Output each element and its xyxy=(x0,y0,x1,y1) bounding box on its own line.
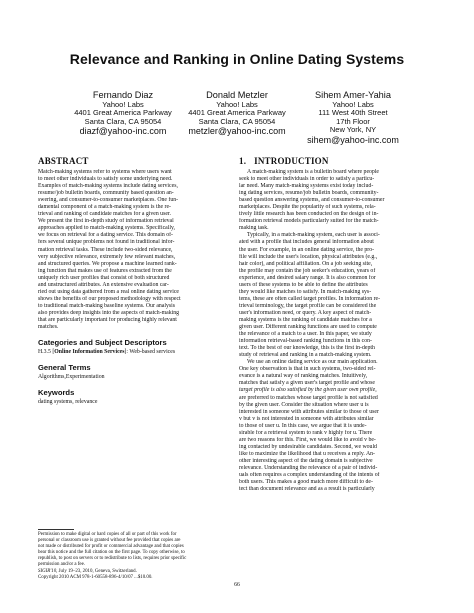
intro-line: are preferred to matches whose target profile is not satisfied xyxy=(239,394,378,401)
intro-line: Typically, in a match-making system, each user is associ- xyxy=(247,232,380,239)
abstract-line: also provides deep insights into the aspects of match-making xyxy=(38,309,180,316)
abstract-line: very subjective relevance, extremely few relevant matches, xyxy=(38,253,176,260)
conference-name: SIGIR'10, xyxy=(38,568,58,574)
footnote-rule xyxy=(38,529,74,530)
author-affiliation: Yahoo! Labs xyxy=(216,99,258,109)
intro-line: uals often requires a complex understanding of the intents of xyxy=(239,472,380,479)
author-address-line: 4401 Great America Parkway xyxy=(74,108,172,118)
footnote-line: permission and/or a fee. xyxy=(38,562,85,568)
abstract-line: damental component of a match-making system is the re- xyxy=(38,204,171,211)
author-name: Donald Metzler xyxy=(206,90,268,100)
categories-rest: ]: Web-based services xyxy=(124,349,176,356)
abstract-line: shows the benefits of our proposed methodology with respect xyxy=(38,295,181,302)
intro-line: are two reasons for this. First, we would like to avoid v be- xyxy=(239,436,376,443)
abstract-line: approaches applied to match-making systems. Specifically, xyxy=(38,225,175,232)
intro-line: A match-making system is a bulletin board where people xyxy=(247,169,380,175)
intro-line: like to maximize the likelihood that u receives a reply. An- xyxy=(239,450,375,457)
intro-line: other interesting aspect of the dating domain is subjective xyxy=(239,457,373,464)
footnote-line: bear this notice and the full citation on the first page. To copy otherwise, to xyxy=(38,550,185,556)
abstract-line: that are particularly important for producing highly relevant xyxy=(38,316,177,323)
intro-line: both users. This makes a good match more difficult to de- xyxy=(239,479,373,486)
abstract-line: Match-making systems refer to systems where users want xyxy=(38,169,172,175)
intro-line: ing contacted by undesirable candidates. Second, we would xyxy=(239,443,377,450)
author-address-line: 17th Floor xyxy=(336,116,370,126)
general-terms-text: Algorithms,Experimentation xyxy=(38,374,105,381)
intro-line: to those of user u. In this case, we argue that it is unde- xyxy=(239,422,367,429)
section-number: 1. xyxy=(239,156,247,166)
abstract-line: to traditional match-making baseline systems. Our analysis xyxy=(38,302,176,309)
intro-line: the profile may contain the job seeker's education, years of xyxy=(239,267,376,274)
intro-line: the relevance of a match to a user. In this paper, we study xyxy=(239,331,372,338)
intro-line: sirable for a retrieval system to rank v highly for u. There xyxy=(239,429,373,436)
abstract-line: swering, and consumer-to-consumer marketplaces. One fun- xyxy=(38,197,179,204)
intro-line: by the given user. Consider the situation where user u is xyxy=(239,401,369,408)
abstract-line: we focus on retrieval for a dating service. This domain of- xyxy=(38,232,173,239)
intro-line: relevance. Understanding the relevance of a pair of individ- xyxy=(239,464,378,471)
abstract-line: and unstructured attributes. An extensive evaluation car- xyxy=(38,281,169,288)
intro-line: ated with a profile that includes general information about xyxy=(239,239,374,246)
conference-details: July 19–23, 2010, Geneva, Switzerland. xyxy=(57,568,137,574)
intro-line: text. To the best of our knowledge, this is the first in-depth xyxy=(239,345,375,352)
intro-line: hair color), and political affiliation. On a job seeking site, xyxy=(239,260,373,267)
abstract-line: and structured queries. We propose a machine learned rank- xyxy=(38,260,177,267)
intro-line: v but v is not interested in someone with attributes similar xyxy=(239,415,374,422)
abstract-line: ried out using data gathered from a real online dating service xyxy=(38,288,180,295)
section-title: INTRODUCTION xyxy=(254,156,329,166)
author-address-line: Santa Clara, CA 95054 xyxy=(84,116,162,126)
author-affiliation: Yahoo! Labs xyxy=(102,99,144,109)
abstract-line: Examples of match-making systems include dating services, xyxy=(38,183,178,190)
intro-line: based question answering systems, and consumer-to-consumer xyxy=(239,197,385,204)
categories-bold: Online Information Services xyxy=(54,349,125,356)
abstract-line: trieval and ranking of candidate matches for a given user. xyxy=(38,211,171,218)
paper-title: Relevance and Ranking in Online Dating Systems xyxy=(69,51,405,67)
intro-line: they would like matches to satisfy. In match-making sys- xyxy=(239,288,372,295)
intro-line: file will include the user's location, physical attributes (e.g., xyxy=(239,253,378,260)
abstract-text xyxy=(38,169,238,331)
intro-line: given user. Different ranking functions are used to compute xyxy=(239,324,377,331)
abstract-line: ing function that makes use of features extracted from the xyxy=(38,267,172,274)
abstract-line: to meet other individuals to satisfy some underlying need. xyxy=(38,176,173,183)
abstract-line: resume/job bulletin boards, community based question an- xyxy=(38,190,174,197)
author-address-line: Santa Clara, CA 95054 xyxy=(198,116,276,126)
right-column xyxy=(239,156,439,493)
author-email: sihem@yahoo-inc.com xyxy=(307,134,399,145)
abstract-heading: ABSTRACT xyxy=(38,156,89,166)
abstract-line: matches. xyxy=(38,324,59,331)
intro-line: matches that satisfy a given user's target profile and whose xyxy=(239,380,375,387)
introduction-heading xyxy=(239,156,439,166)
intro-line: information retrieval-based ranking functions in this con- xyxy=(239,338,372,345)
author-address-line: 4401 Great America Parkway xyxy=(188,108,286,118)
intro-line: interested in someone with attributes similar to those of user xyxy=(239,408,379,415)
intro-line: seek to meet other individuals in order to satisfy a particu- xyxy=(239,176,375,183)
abstract-line: mation retrieval tasks. These include two-sided relevance, xyxy=(38,246,173,253)
author-block-3 xyxy=(278,90,428,145)
author-name: Sihem Amer-Yahia xyxy=(315,90,391,100)
abstract-line: fers several unique problems not found in traditional infor- xyxy=(38,239,175,246)
general-terms-heading: General Terms xyxy=(38,363,91,373)
intro-line: We use an online dating service as our main application. xyxy=(247,359,378,366)
footnote-line: Permission to make digital or hard copies of all or part of this work for xyxy=(38,532,177,537)
permission-footnote xyxy=(38,532,238,581)
categories-heading: Categories and Subject Descriptors xyxy=(38,338,167,348)
keywords-heading: Keywords xyxy=(38,388,75,398)
intro-line: tively little research has been conducted on the design of in- xyxy=(239,211,379,218)
categories-text xyxy=(38,349,238,356)
categories-code: H.3.5 [ xyxy=(38,349,55,356)
intro-line: study of retrieval and ranking in a match-making system. xyxy=(239,352,372,359)
intro-line: experience, and desired salary range. It is also common for xyxy=(239,274,376,281)
introduction-text xyxy=(239,169,439,493)
left-column xyxy=(38,156,238,407)
page-number: 66 xyxy=(234,582,240,588)
author-name: Fernando Diaz xyxy=(92,90,154,100)
footnote-line: not made or distributed for profit or commercial advantage and that copies xyxy=(38,544,184,550)
abstract-line: We present the first in-depth study of information retrieval xyxy=(38,218,174,225)
intro-line: marketplaces. Despite the popularity of such systems, rela- xyxy=(239,204,376,211)
keywords-text: dating systems, relevance xyxy=(38,399,98,406)
copyright-line: Copyright 2010 ACM 978-1-60558-896-4/10/07 ...$10.00. xyxy=(38,574,153,580)
author-address-line: New York, NY xyxy=(329,125,377,135)
intro-line: formation retrieval models particularly suited for the match- xyxy=(239,218,379,225)
intro-line: One key observation is that in such systems, two-sided rel- xyxy=(239,366,376,373)
intro-line: lar need. Many match-making systems exist today includ- xyxy=(239,183,374,190)
author-email: metzler@yahoo-inc.com xyxy=(188,126,286,137)
footnote-line: personal or classroom use is granted without fee provided that copies are xyxy=(38,538,181,544)
abstract-line: uniquely rich user profiles that consist of both structured xyxy=(38,274,170,281)
intro-line: target profile is also satisfied by the given user own profile, xyxy=(239,387,377,394)
intro-line: trieval terminology, the target profile can be considered the xyxy=(239,302,377,309)
intro-line: users of these systems to be able to define the attributes xyxy=(239,281,368,288)
footnote-line: republish, to post on servers or to redistribute to lists, requires prior specific xyxy=(38,556,187,562)
intro-line: tems, these are often called target profiles. In information re- xyxy=(239,295,381,302)
intro-line: making task. xyxy=(239,225,269,232)
author-address-line: 111 West 40th Street xyxy=(318,108,388,118)
intro-line: the user. For example, in an online dating service, the pro- xyxy=(239,246,375,253)
intro-line: tect than document relevance and as a result is particularly xyxy=(239,486,375,493)
intro-line: evance is a natural way of ranking matches. Intuitively, xyxy=(239,373,368,380)
author-affiliation: Yahoo! Labs xyxy=(332,99,374,109)
intro-line: user's information need, or query. A key aspect of match- xyxy=(239,309,372,316)
author-email: diazf@yahoo-inc.com xyxy=(79,126,167,137)
intro-line: ing dating services, resume/job bulletin boards, community- xyxy=(239,190,379,197)
intro-line: making systems is the ranking of candidate matches for a xyxy=(239,316,372,323)
